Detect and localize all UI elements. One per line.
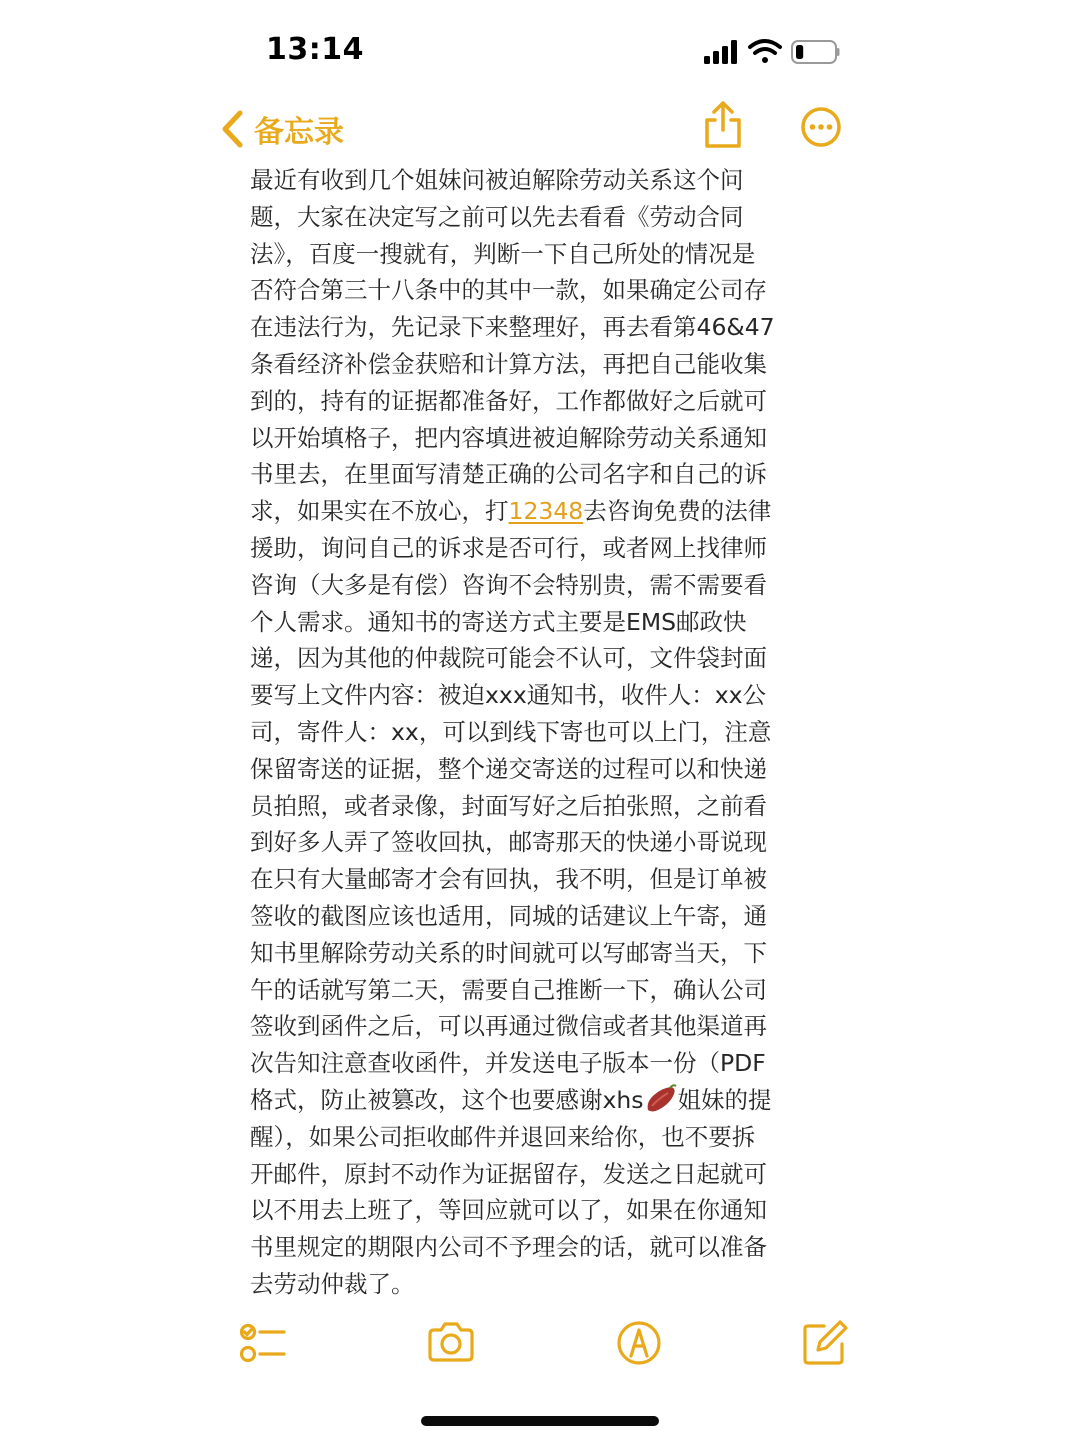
markup-button[interactable] xyxy=(614,1318,664,1368)
share-icon xyxy=(702,100,744,150)
camera-button[interactable] xyxy=(426,1318,476,1368)
cellular-signal-icon xyxy=(704,40,737,64)
note-line: 以不用去上班了，等回应就可以了，如果在你通知 xyxy=(250,1196,767,1225)
note-line: 开邮件，原封不动作为证据留存，发送之日起就可 xyxy=(250,1159,767,1188)
link-prefix-text: 求，如果实在不放心，打 xyxy=(250,497,509,526)
note-line-with-emoji xyxy=(250,1082,822,1119)
link-suffix-text: 去咨询免费的法律 xyxy=(583,497,772,526)
status-indicators xyxy=(702,38,842,66)
compose-icon xyxy=(800,1318,850,1368)
note-line: 递，因为其他的仲裁院可能会不认可，文件袋封面 xyxy=(250,644,767,673)
bottom-toolbar xyxy=(0,1310,1080,1380)
note-line: 去劳动仲裁了。 xyxy=(250,1269,415,1298)
back-label: 备忘录 xyxy=(254,115,344,150)
compose-button[interactable] xyxy=(800,1318,850,1368)
note-line: 书里去，在里面写清楚正确的公司名字和自己的诉 xyxy=(250,460,767,489)
note-line: 午的话就写第二天，需要自己推断一下，确认公司 xyxy=(250,975,767,1004)
note-line: 在只有大量邮寄才会有回执，我不明，但是订单被 xyxy=(250,865,767,894)
ellipsis-circle-icon xyxy=(800,106,842,148)
note-line: 题，大家在决定写之前可以先去看看《劳动合同 xyxy=(250,202,744,231)
note-line: 保留寄送的证据，整个递交寄送的过程可以和快递 xyxy=(250,754,767,783)
note-line: 最近有收到几个姐妹问被迫解除劳动关系这个问 xyxy=(250,166,744,194)
share-button[interactable] xyxy=(702,100,744,150)
note-line: 签收的截图应该也适用，同城的话建议上午寄，通 xyxy=(250,901,767,930)
note-line: 醒），如果公司拒收邮件并退回来给你，也不要拆 xyxy=(250,1122,756,1151)
note-line-with-link xyxy=(250,493,822,530)
note-line: 否符合第三十八条中的其中一款，如果确定公司存 xyxy=(250,276,767,305)
home-indicator[interactable] xyxy=(421,1416,659,1426)
note-line: 司，寄件人：xx，可以到线下寄也可以上门，注意 xyxy=(250,717,772,746)
phone-number-link[interactable]: 12348 xyxy=(508,497,584,526)
note-line: 以开始填格子，把内容填进被迫解除劳动关系通知 xyxy=(250,423,767,452)
emoji-suffix-text: 姐妹的提 xyxy=(677,1085,772,1114)
note-line: 书里规定的期限内公司不予理会的话，就可以准备 xyxy=(250,1233,767,1262)
note-line: 法》，百度一搜就有，判断一下自己所处的情况是 xyxy=(250,239,756,268)
status-time: 13:14 xyxy=(266,32,364,67)
markup-pen-icon xyxy=(614,1318,664,1368)
camera-icon xyxy=(426,1318,476,1368)
note-line: 在违法行为，先记录下来整理好，再去看第46&47 xyxy=(250,313,775,342)
note-line: 次告知注意查收函件，并发送电子版本一份（PDF xyxy=(250,1049,766,1078)
note-line: 知书里解除劳动关系的时间就可以写邮寄当天，下 xyxy=(250,938,767,967)
note-line: 要写上文件内容：被迫xxx通知书，收件人：xx公 xyxy=(250,681,767,710)
wifi-icon xyxy=(750,41,780,63)
note-line: 咨询（大多是有偿）咨询不会特别贵，需不需要看 xyxy=(250,570,767,599)
chevron-left-icon xyxy=(220,110,244,148)
note-line: 到的，持有的证据都准备好，工作都做好之后就可 xyxy=(250,386,767,415)
more-button[interactable] xyxy=(800,106,842,148)
back-button[interactable] xyxy=(220,106,344,152)
note-line: 援助，询问自己的诉求是否可行，或者网上找律师 xyxy=(250,533,767,562)
note-line: 员拍照，或者录像，封面写好之后拍张照，之前看 xyxy=(250,791,767,820)
note-body[interactable] xyxy=(250,162,822,1303)
note-line: 条看经济补偿金获赔和计算方法，再把自己能收集 xyxy=(250,349,767,378)
note-line: 个人需求。通知书的寄送方式主要是EMS邮政快 xyxy=(250,607,747,636)
checklist-button[interactable] xyxy=(238,1318,288,1368)
nav-bar xyxy=(0,100,1080,160)
note-line: 签收到函件之后，可以再通过微信或者其他渠道再 xyxy=(250,1012,767,1041)
battery-icon xyxy=(792,41,840,63)
sweet-potato-icon xyxy=(644,1084,678,1114)
emoji-prefix-text: 格式，防止被篡改，这个也要感谢xhs xyxy=(250,1085,644,1114)
status-bar xyxy=(0,0,1080,100)
checklist-icon xyxy=(238,1318,288,1368)
note-line: 到好多人弄了签收回执，邮寄那天的快递小哥说现 xyxy=(250,828,767,857)
